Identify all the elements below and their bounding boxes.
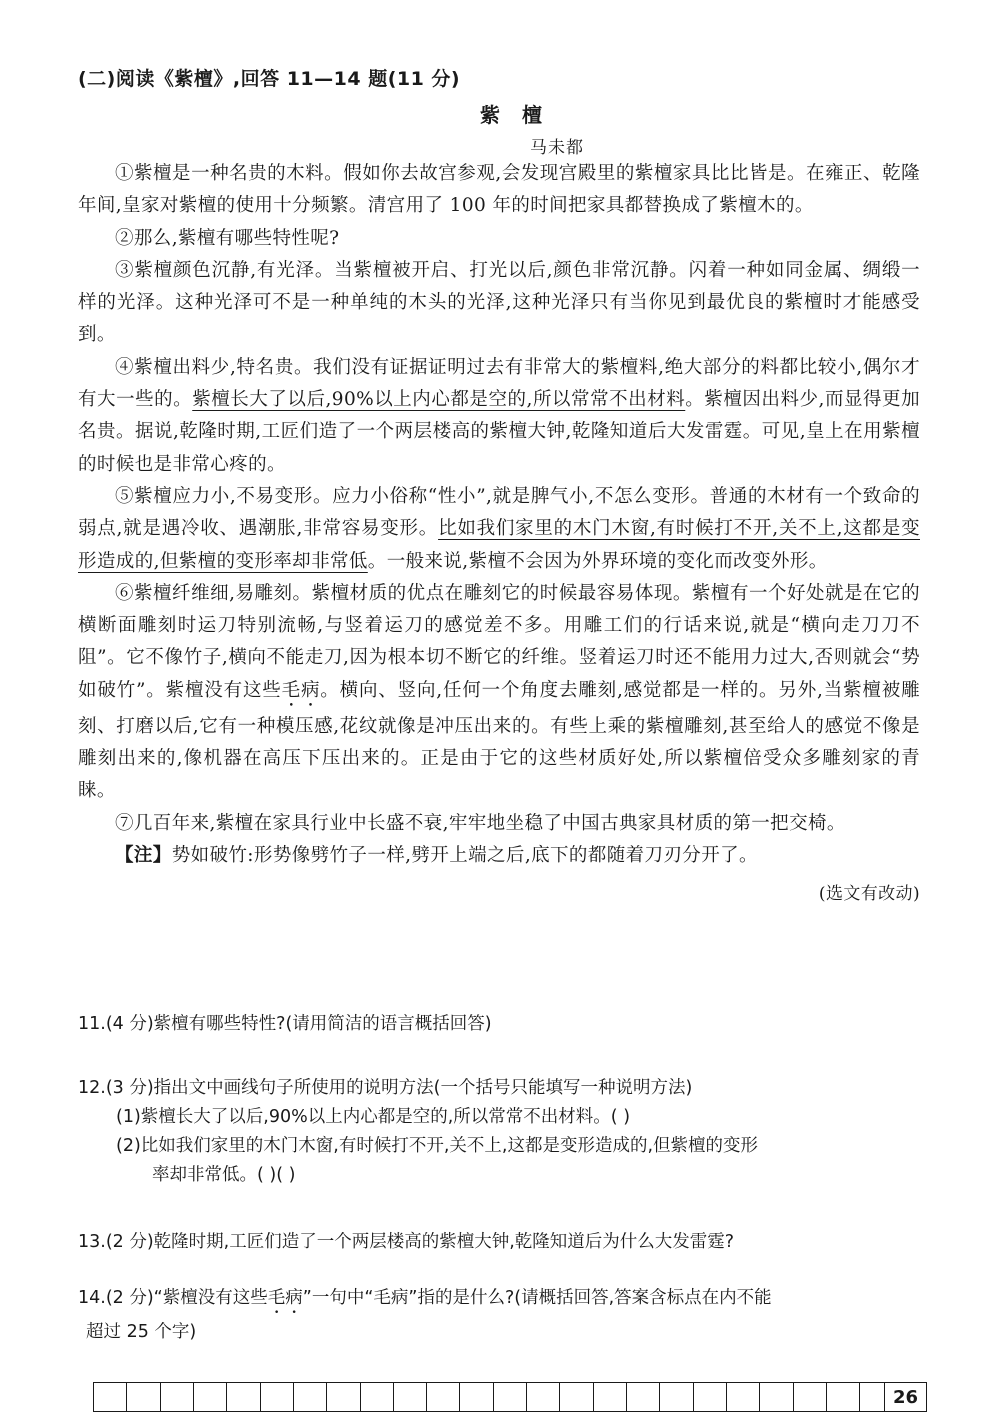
question-14: [78, 1284, 938, 1347]
emphasized-word: 毛病: [281, 679, 321, 701]
answer-cell[interactable]: [294, 1383, 327, 1411]
article-body: [78, 158, 920, 911]
paragraph-3: ③紫檀颜色沉静,有光泽。当紫檀被开启、打光以后,颜色非常沉静。闪着一种如同金属、绸缎一样的光泽。这种光泽可不是一种单纯的木头的光泽,这种光泽只有当你见到最优良的紫檀时才能感受到。: [78, 259, 920, 346]
article-author: 马未都: [530, 138, 584, 158]
question-12-part-2-line-2: 率却非常低。( )( ): [152, 1165, 296, 1185]
source-note: (选文有改动): [818, 884, 920, 905]
question-13: 13.(2 分)乾隆时期,工匠们造了一个两层楼高的紫檀大钟,乾隆知道后为什么大发雷霆?: [78, 1232, 735, 1252]
footnote-label: 【注】: [115, 844, 172, 866]
question-14-text-a: 14.(2 分)“紫檀没有这些: [78, 1288, 268, 1308]
paragraph-5: [78, 481, 920, 578]
article-title: 紫檀: [480, 103, 564, 127]
footnote: [78, 840, 920, 872]
answer-cell[interactable]: [361, 1383, 394, 1411]
answer-grid[interactable]: [93, 1382, 927, 1412]
answer-cell[interactable]: [327, 1383, 360, 1411]
answer-cell[interactable]: [127, 1383, 160, 1411]
paragraph-6-text-a: ⑥紫檀纤维细,易雕刻。紫檀材质的优点在雕刻它的时候最容易体现。紫檀有一个好处就是在它的横断面雕刻时运刀特别流畅,与竖着运刀的感觉差不多。用雕工们的行话来说,就是“横向走刀刀不阻”。它不像竹子,横向不能走刀,因为根本切不断它的纤维。竖着运刀时还不能用力过大,否则就会“势如破竹”。紫檀没有这些: [78, 582, 920, 701]
question-12-part-2: [78, 1132, 938, 1190]
answer-cell[interactable]: [527, 1383, 560, 1411]
answer-cell[interactable]: [261, 1383, 294, 1411]
answer-cell[interactable]: [161, 1383, 194, 1411]
underlined-sentence-1: 紫檀长大了以后,90%以上内心都是空的,所以常常不出材料: [192, 389, 686, 411]
answer-cell[interactable]: [760, 1383, 793, 1411]
answer-cell[interactable]: [460, 1383, 493, 1411]
question-14-line-1: [78, 1284, 938, 1318]
paragraph-6: [78, 578, 920, 808]
underlined-sentence-2: 比如我们家里的木门木窗,有时候打不开,关不上,这都是变形造成的,但紫檀的变形率却非常低: [78, 518, 920, 572]
question-12: [78, 1074, 938, 1190]
paragraph-5-text-a: ⑤紫檀应力小,不易变形。应力小俗称“性小”,就是脾气小,不怎么变形。普通的木材有一个致命的弱点,就是遇冷收、遇潮胀,非常容易变形。: [78, 485, 920, 540]
answer-cell[interactable]: [494, 1383, 527, 1411]
answer-cell[interactable]: [427, 1383, 460, 1411]
paragraph-1: ①紫檀是一种名贵的木料。假如你去故宫参观,会发现宫殿里的紫檀家具比比皆是。在雍正、乾隆年间,皇家对紫檀的使用十分频繁。清宫用了 100 年的时间把家具都替换成了紫檀木的。: [78, 163, 920, 217]
paragraph-5-text-b: 。一般来说,紫檀不会因为外界环境的变化而改变外形。: [367, 550, 828, 572]
page-number: 26: [884, 1382, 927, 1412]
question-12-part-1: (1)紫檀长大了以后,90%以上内心都是空的,所以常常不出材料。( ): [116, 1107, 631, 1127]
question-14-line-2: 超过 25 个字): [86, 1322, 197, 1342]
footnote-text: 势如破竹:形势像劈竹子一样,劈开上端之后,底下的都随着刀刃分开了。: [171, 844, 758, 866]
paragraph-7: ⑦几百年来,紫檀在家具行业中长盛不衰,牢牢地坐稳了中国古典家具材质的第一把交椅。: [115, 812, 846, 834]
answer-cell[interactable]: [394, 1383, 427, 1411]
answer-cell[interactable]: [727, 1383, 760, 1411]
answer-cell[interactable]: [694, 1383, 727, 1411]
answer-cell[interactable]: [94, 1383, 127, 1411]
question-12-part-2-line-1: (2)比如我们家里的木门木窗,有时候打不开,关不上,这都是变形造成的,但紫檀的变形: [116, 1136, 759, 1156]
answer-cell[interactable]: [194, 1383, 227, 1411]
question-14-emphasized-word: 毛病: [267, 1288, 303, 1308]
question-12-stem: 12.(3 分)指出文中画线句子所使用的说明方法(一个括号只能填写一种说明方法): [78, 1078, 693, 1098]
answer-cell[interactable]: [227, 1383, 260, 1411]
answer-cell[interactable]: [827, 1383, 860, 1411]
paragraph-6-text-b: 。横向、竖向,任何一个角度去雕刻,感觉都是一样的。另外,当紫檀被雕刻、打磨以后,它有一种模压感,花纹就像是冲压出来的。有些上乘的紫檀雕刻,甚至给人的感觉不像是雕刻出来的,像机器在高压下压出来的。正是由于它的这些材质好处,所以紫檀倍受众多雕刻家的青睐。: [78, 679, 920, 802]
question-14-text-b: ”一句中“毛病”指的是什么?(请概括回答,答案含标点在内不能: [302, 1288, 772, 1308]
section-title: (二)阅读《紫檀》,回答 11—14 题(11 分): [78, 68, 461, 90]
answer-cell[interactable]: [560, 1383, 593, 1411]
paragraph-4-text-a: ④紫檀出料少,特名贵。我们没有证据证明过去有非常大的紫檀料,绝大部分的料都比较小,偶尔才有大一些的。: [78, 356, 920, 411]
paragraph-4: [78, 352, 920, 481]
question-11: 11.(4 分)紫檀有哪些特性?(请用简洁的语言概括回答): [78, 1014, 492, 1034]
answer-cell[interactable]: [594, 1383, 627, 1411]
answer-cell[interactable]: [660, 1383, 693, 1411]
paragraph-4-text-b: 。紫檀因出料少,而显得更加名贵。据说,乾隆时期,工匠们造了一个两层楼高的紫檀大钟,乾隆知道后大发雷霆。可见,皇上在用紫檀的时候也是非常心疼的。: [78, 389, 920, 475]
answer-cell[interactable]: [627, 1383, 660, 1411]
answer-cell[interactable]: [794, 1383, 827, 1411]
paragraph-2: ②那么,紫檀有哪些特性呢?: [115, 227, 340, 249]
